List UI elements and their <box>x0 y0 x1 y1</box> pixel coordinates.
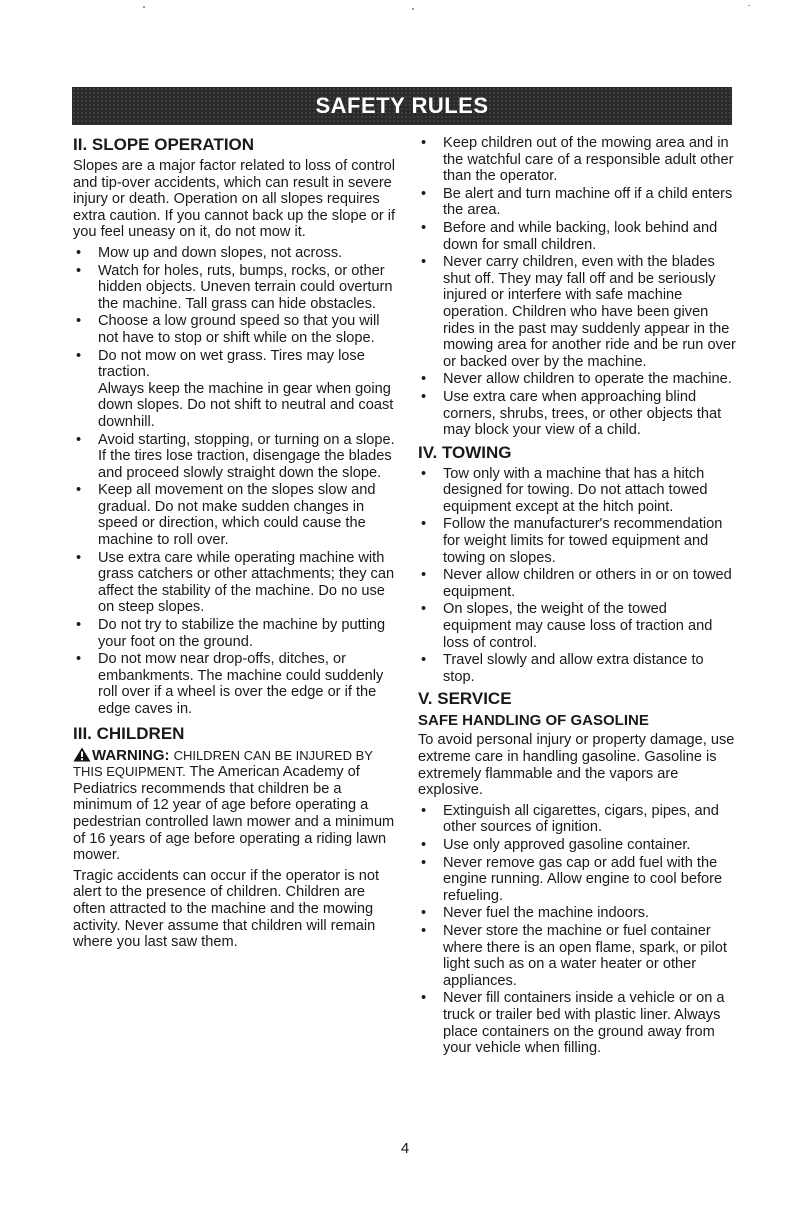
list-item <box>73 348 400 431</box>
children-bullet-list <box>418 135 736 439</box>
list-item: • Before and while backing, look behind and down for small children. <box>418 220 736 253</box>
list-item: • On slopes, the weight of the towed equipment may cause loss of traction and loss of control. <box>418 601 736 651</box>
list-item: • Never carry children, even with the blades shut off. They may fall off and be seriously injured or interfere with safe machine operation. Children who have been given rides in the past may suddenly appear in the mowing area for another ride and be run over or backed over by the machine. <box>418 254 736 370</box>
scan-speck <box>143 6 145 8</box>
list-item: • Never fill containers inside a vehicle or on a truck or trailer bed with plastic liner. Always place containers on the ground away from your vehicle when filling. <box>418 990 736 1056</box>
slope-operation-section <box>73 135 400 718</box>
children-heading: III. CHILDREN <box>73 723 185 743</box>
children-paragraph: Tragic accidents can occur if the operator is not alert to the presence of children. Children are often attracted to the machine and the mowing activity. Never assume that children will remain where you last saw them. <box>73 867 380 951</box>
warning-caps-text: CHILDREN CAN BE INJURED BY THIS EQUIPMENT. <box>73 747 373 780</box>
list-item: • Never allow children to operate the machine. <box>418 371 736 388</box>
list-item: • Never store the machine or fuel container where there is an open flame, spark, or pilot light such as on a water heater or other appliances. <box>418 923 736 989</box>
list-item: • Extinguish all cigarettes, cigars, pipes, and other sources of ignition. <box>418 803 736 836</box>
towing-section <box>418 443 736 686</box>
list-item: • Never fuel the machine indoors. <box>418 905 736 922</box>
slope-intro: Slopes are a major factor related to loss of control and tip-over accidents, which can result in severe injury or death. Operation on all slopes requires extra caution. If you cannot back up the slope or if you feel uneasy on it, do not mow it. <box>73 158 396 241</box>
gasoline-subheading: SAFE HANDLING OF GASOLINE <box>418 712 649 730</box>
service-section <box>418 689 736 1056</box>
gasoline-intro: To avoid personal injury or property damage, use extreme care in handling gasoline. Gasoline is extremely flammable and the vapors are explosive. <box>418 732 735 799</box>
towing-bullet-list <box>418 466 736 686</box>
list-item: • Keep children out of the mowing area and in the watchful care of a responsible adult other than the operator. <box>418 135 736 185</box>
scan-speck <box>748 5 750 6</box>
list-item: • Travel slowly and allow extra distance to stop. <box>418 652 736 685</box>
slope-bullet-list <box>73 245 400 718</box>
list-item: • Mow up and down slopes, not across. <box>73 245 400 262</box>
list-item: • Use extra care while operating machine with grass catchers or other attachments; they can affect the stability of the machine. Do no use on steep slopes. <box>73 550 400 616</box>
list-item: • Choose a low ground speed so that you will not have to stop or shift while on the slope. <box>73 313 400 346</box>
service-heading: V. SERVICE <box>418 689 512 709</box>
list-item: • Tow only with a machine that has a hitch designed for towing. Do not attach towed equipment except at the hitch point. <box>418 466 736 516</box>
safety-rules-banner <box>72 87 732 125</box>
children-section <box>73 724 400 951</box>
list-item: • Use only approved gasoline container. <box>418 837 736 854</box>
left-column <box>73 135 400 955</box>
children-warning <box>73 747 400 864</box>
warning-triangle-icon <box>73 747 91 762</box>
list-item: • Never remove gas cap or add fuel with the engine running. Allow engine to cool before refueling. <box>418 855 736 905</box>
list-item: • Do not try to stabilize the machine by putting your foot on the ground. <box>73 617 400 650</box>
list-item: • Avoid starting, stopping, or turning on a slope. If the tires lose traction, disengage the blades and proceed slowly straight down the slope. <box>73 432 400 482</box>
slope-operation-heading: II. SLOPE OPERATION <box>73 135 255 154</box>
right-column <box>418 135 736 1061</box>
warning-label: WARNING: <box>92 746 170 764</box>
list-item: • Do not mow near drop-offs, ditches, or embankments. The machine could suddenly roll over if a wheel is over the edge or if the edge caves in. <box>73 651 400 717</box>
warning-body-text: The American Academy of Pediatrics recommends that children be a minimum of 12 year of age before operating a pedestrian controlled lawn mower and a minimum of 16 years of age before operating a riding lawn mower. <box>73 764 395 864</box>
wet-grass-extra: Always keep the machine in gear when going down slopes. Do not shift to neutral and coast downhill. <box>98 380 394 430</box>
banner-title: SAFETY RULES <box>315 93 489 118</box>
list-item: • Watch for holes, ruts, bumps, rocks, or other hidden objects. Uneven terrain could overturn the machine. Tall grass can hide obstacles. <box>73 263 400 313</box>
list-item: • Be alert and turn machine off if a child enters the area. <box>418 186 736 219</box>
scan-speck <box>412 8 414 10</box>
list-item: • Use extra care when approaching blind corners, shrubs, trees, or other objects that may block your view of a child. <box>418 389 736 439</box>
wet-grass-text: Do not mow on wet grass. Tires may lose traction. <box>98 347 365 381</box>
list-item: • Never allow children or others in or on towed equipment. <box>418 567 736 600</box>
towing-heading: IV. TOWING <box>418 442 512 462</box>
gasoline-bullet-list <box>418 803 736 1057</box>
list-item: • Follow the manufacturer's recommendation for weight limits for towed equipment and towing on slopes. <box>418 516 736 566</box>
page-number: 4 <box>400 1140 410 1157</box>
list-item: • Keep all movement on the slopes slow and gradual. Do not make sudden changes in speed or direction, which could cause the machine to roll over. <box>73 482 400 548</box>
